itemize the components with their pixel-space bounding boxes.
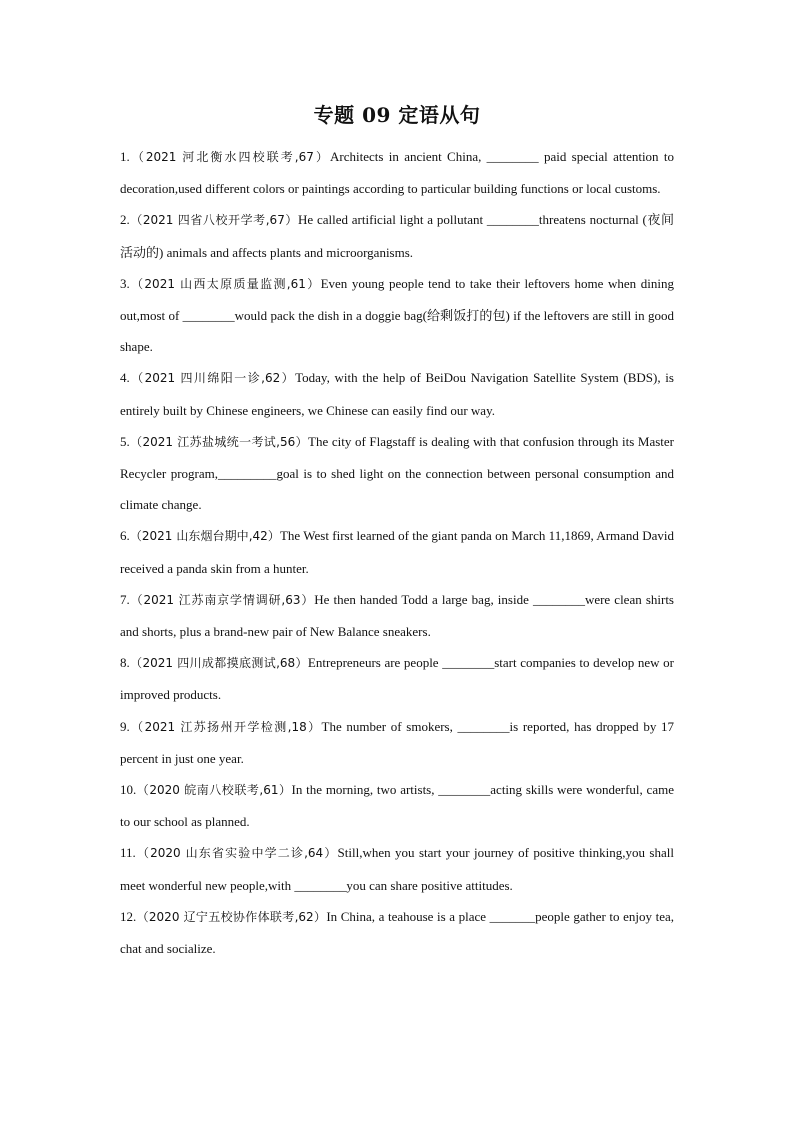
question-10 [120,774,674,837]
question-text: Today, with the help of BeiDou Navigation Satellite System (BDS), is entirely built by Chinese engineers, we Chinese can easily find our way. [120,370,674,418]
question-number: 12. [120,908,137,924]
question-number: 6. [120,528,130,544]
question-source: （2021 四省八校开学考,67） [129,213,298,228]
question-number: 11. [120,845,136,861]
document-page [120,102,674,964]
question-number: 2. [120,212,130,228]
question-source: （2021 四川绵阳一诊,62） [129,371,296,386]
question-text: He called artificial light a pollutant ________threatens nocturnal (夜间活动的) animals and affects plants and microorganisms. [120,212,674,260]
question-number: 5. [120,433,130,449]
question-text: The West first learned of the giant panda on March 11,1869, Armand David received a panda skin from a hunter. [120,528,674,576]
question-4 [120,362,674,425]
question-text: In China, a teahouse is a place _______people gather to enjoy tea, chat and socialize. [120,908,674,957]
question-number: 4. [120,370,130,386]
page-title: 专题 09 定语从句 [313,103,481,127]
question-6 [120,520,674,583]
question-11 [120,837,674,900]
question-source: （2021 山西太原质量监测,61） [129,276,321,291]
question-number: 3. [120,275,130,291]
question-source: （2020 辽宁五校协作体联考,62） [136,909,327,924]
question-number: 7. [120,591,130,607]
question-5 [120,426,674,521]
question-source: （2020 皖南八校联考,61） [136,783,292,798]
question-text: The number of smokers, ________is reported, has dropped by 17 percent in just one year. [120,718,674,766]
question-source: （2021 山东烟台期中,42） [129,529,280,544]
question-source: （2021 江苏南京学情调研,63） [129,592,315,607]
question-number: 1. [120,149,130,164]
question-8 [120,647,674,710]
question-text: Still,when you start your journey of positive thinking,you shall meet wonderful new people,with ________you can share positive attitudes. [120,845,674,893]
question-number: 8. [120,655,130,671]
question-text: Architects in ancient China, ________ paid special attention to decoration,used different colors or paintings according to particular building functions or local customs. [120,149,674,197]
question-text: Entrepreneurs are people ________start companies to develop new or improved products. [120,655,674,703]
question-text: He then handed Todd a large bag, inside ________were clean shirts and shorts, plus a brand-new pair of New Balance sneakers. [120,591,674,640]
question-number: 9. [120,718,130,734]
question-2 [120,204,674,267]
question-12 [120,901,674,964]
question-text: In the morning, two artists, ________acting skills were wonderful, came to our school as planned. [120,782,674,830]
question-number: 10. [120,782,137,798]
question-source: （2021 江苏扬州开学检测,18） [129,719,322,734]
question-9 [120,711,674,774]
question-text: The city of Flagstaff is dealing with that confusion through its Master Recycler program,_________goal is to shed light on the connection between personal consumption and climate change. [120,433,674,513]
question-7 [120,584,674,647]
question-source: （2021 河北衡水四校联考,67） [129,150,331,164]
question-source: （2020 山东省实验中学二诊,64） [135,846,338,861]
question-1 [120,141,674,204]
question-source: （2021 四川成都摸底测试,68） [129,656,308,671]
question-source: （2021 江苏盐城统一考试,56） [129,434,309,449]
question-3 [120,268,674,363]
question-text: Even young people tend to take their leftovers home when dining out,most of ________would pack the dish in a doggie bag(给剩饭打的包) if the leftovers are still in good shape. [120,275,674,355]
